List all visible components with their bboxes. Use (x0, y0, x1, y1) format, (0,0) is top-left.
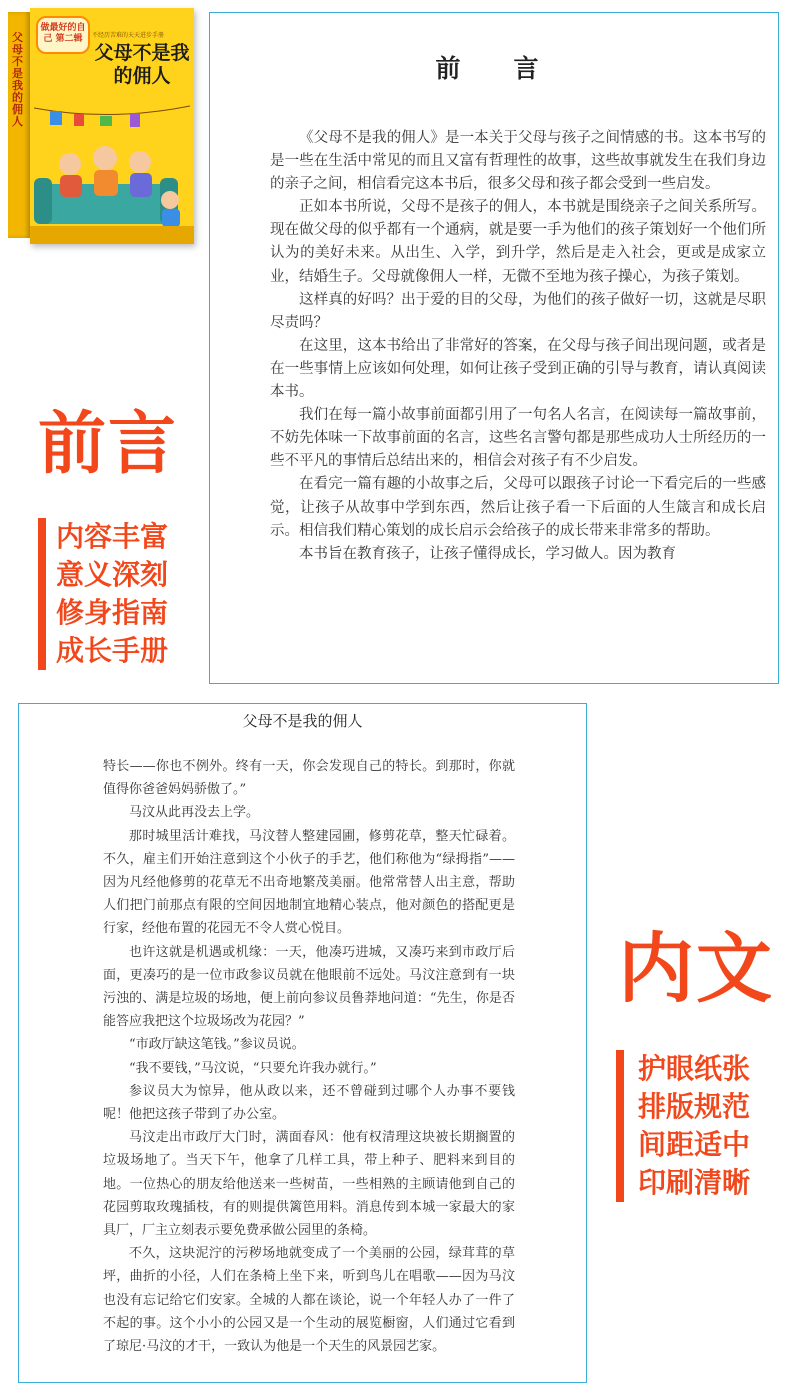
cover-subtitle: 不经历苦难的天天进步手册 (92, 32, 165, 39)
feature-item: 护眼纸张 (638, 1052, 751, 1085)
content-paragraph: “我不要钱，”马汶说，“只要允许我办就行。” (129, 1060, 377, 1076)
preface-paragraph: 我们在每一篇小故事前面都引用了一句名人名言，在阅读每一篇故事前，不妨先体味一下故事前面的名言，这些名言警句都是那些成功人士所经历的一些不平凡的事情后总结出来的，相信会对孩子有不少启发。 (270, 407, 766, 470)
feature-item: 意义深刻 (56, 558, 169, 591)
content-paragraph: 也许这就是机遇或机缘：一天，他凑巧进城，又凑巧来到市政厅后面，更凑巧的是一位市政参议员就在他眼前不远处。马汶注意到有一块污浊的、满是垃圾的场地，便上前向参议员鲁莽地问道：“先生，你是否能答应我把这个垃圾场改为花园？” (103, 944, 515, 1030)
feature-item: 排版规范 (638, 1090, 751, 1123)
book-cover (8, 8, 194, 244)
content-paragraph: 特长——你也不例外。终有一天，你会发现自己的特长。到那时，你就值得你爸爸妈妈骄傲了。” (103, 759, 515, 798)
feature-item: 间距适中 (638, 1128, 751, 1161)
content-paragraph: 参议员大为惊异，他从政以来，还不曾碰到过哪个人办事不要钱呢！他把这孩子带到了办公室。 (103, 1083, 515, 1123)
content-paragraph: 马汶走出市政厅大门时，满面春风：他有权清理这块被长期搁置的垃圾场地了。当天下午，他拿了几样工具，带上种子、肥料来到目的地。一位热心的朋友给他送来一些树苗，一些相熟的主顾请他到自己的花园剪取玫瑰插枝，有的则提供篱笆用料。消息传到本城一家最大的家具厂，厂主立刻表示要免费承做公园里的条椅。 (103, 1130, 515, 1239)
content-paragraph: 马汶从此再没去上学。 (129, 805, 260, 821)
content-paragraph: 那时城里活计难找，马汶替人整建园圃，修剪花草，整天忙碌着。不久，雇主们开始注意到这个小伙子的手艺，他们称他为“绿拇指”——因为凡经他修剪的花草无不出奇地繁茂美丽。他常常替人出主意，帮助人们把门前那点有限的空间因地制宜地精心装点，他对颜色的搭配更是行家，经他布置的花园无不令人赏心悦目。 (103, 828, 515, 937)
accent-bar (38, 518, 46, 670)
preface-heading: 前 言 (435, 54, 553, 83)
series-badge (36, 16, 90, 54)
preface-body (270, 127, 766, 566)
preface-paragraph: 这样真的好吗？出于爱的目的父母，为他们的孩子做好一切，这就是尽职尽责吗？ (270, 291, 766, 331)
content-body (103, 755, 515, 1358)
content-page-header: 父母不是我的佣人 (242, 712, 363, 730)
preface-paragraph: 《父母不是我的佣人》是一本关于父母与孩子之间情感的书。这本书写的是一些在生活中常见的而且又富有哲理性的故事，这些故事就发生在我们身边的亲子之间，相信看完这本书后，很多父母和孩子都会受到一些启发。 (270, 130, 766, 193)
content-paragraph: “市政厅缺这笔钱。”参议员说。 (129, 1037, 305, 1053)
feature-item: 修身指南 (56, 596, 169, 629)
preface-paragraph: 本书旨在教育孩子，让孩子懂得成长，学习做人。因为教育 (299, 545, 676, 562)
feature-item: 成长手册 (56, 634, 169, 667)
content-paragraph: 不久，这块泥泞的污秽场地就变成了一个美丽的公园，绿茸茸的草坪，曲折的小径，人们在条椅上坐下来，听到鸟儿在唱歌——因为马汶也没有忘记给它们安家。全城的人都在谈论，说一个年轻人办了一件了不起的事。这个小小的公园又是一个生动的展览橱窗，人们通过它看到了琼尼·马汶的才干，一致认为他是一个天生的风景园艺家。 (103, 1246, 515, 1355)
book-spine (8, 12, 30, 238)
section-title-content: 内文 (618, 924, 774, 1013)
preface-paragraph: 在看完一篇有趣的小故事之后，父母可以跟孩子讨论一下看完后的一些感觉，让孩子从故事中学到东西，然后让孩子看一下后面的人生箴言和成长启示。相信我们精心策划的成长启示会给孩子的成长带来非常多的帮助。 (270, 476, 766, 539)
cover-title: 父母不是我的佣人 (94, 42, 190, 87)
content-page (18, 703, 587, 1383)
feature-list-content (638, 1050, 750, 1202)
preface-paragraph: 在这里，这本书给出了非常好的答案，在父母与孩子间出现问题，或者是在一些事情上应该如何处理，如何让孩子受到正确的引导与教育，请认真阅读本书。 (270, 337, 766, 401)
preface-page (209, 12, 779, 684)
cover-illustration (30, 98, 194, 244)
feature-list-preface (56, 518, 168, 670)
spine-title: 父母不是我的佣人 (12, 31, 23, 128)
cover-front (30, 8, 194, 244)
accent-bar (616, 1050, 624, 1202)
feature-item: 内容丰富 (56, 520, 169, 553)
preface-paragraph: 正如本书所说，父母不是孩子的佣人，本书就是围绕亲子之间关系所写。现在做父母的似乎都有一个通病，就是要一手为他们的孩子策划好一个他们所认为的美好未来。从出生、入学，到升学，然后是走入社会，更或是成家立业，结婚生子。父母就像佣人一样，无微不至地为孩子操心，为孩子策划。 (270, 199, 766, 285)
feature-item: 印刷清晰 (638, 1166, 751, 1199)
series-badge-text: 做最好的自己 第二辑 (40, 23, 86, 44)
section-title-preface: 前言 (38, 405, 179, 484)
